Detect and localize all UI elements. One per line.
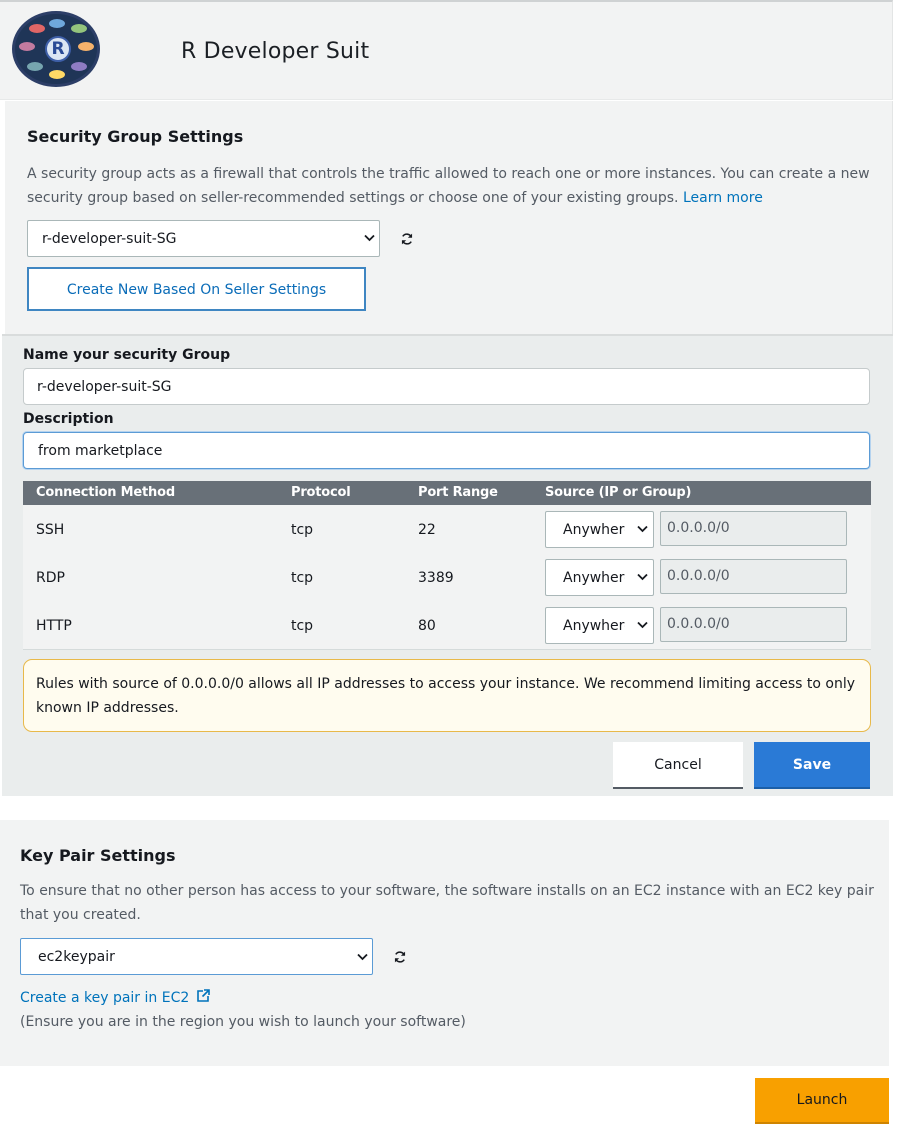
security-group-select[interactable] — [27, 220, 380, 257]
key-pair-panel — [0, 820, 889, 1066]
row-method: HTTP — [36, 618, 72, 634]
description-input[interactable] — [23, 432, 870, 469]
edit-security-group-panel — [2, 334, 893, 796]
create-new-security-group-button[interactable]: Create New Based On Seller Settings — [27, 267, 366, 311]
table-row — [23, 601, 871, 649]
launch-button[interactable]: Launch — [755, 1078, 889, 1124]
row-method: SSH — [36, 522, 65, 538]
source-select[interactable] — [545, 511, 654, 548]
security-group-description: A security group acts as a firewall that controls the traffic allowed to reach one or more instances. You can create a new security group based on seller-recommended settings or choose one of your existing groups. Learn more — [27, 166, 870, 206]
header-port-range: Port Range — [418, 485, 498, 500]
source-select[interactable] — [545, 607, 654, 644]
rules-table — [23, 505, 871, 650]
row-port: 3389 — [418, 570, 454, 586]
row-protocol: tcp — [291, 570, 314, 586]
app-logo: R — [12, 11, 100, 87]
security-group-panel — [5, 101, 893, 334]
app-title: R Developer Suit — [181, 39, 370, 64]
key-pair-title: Key Pair Settings — [20, 846, 176, 865]
key-pair-select[interactable] — [20, 938, 373, 975]
table-row — [23, 553, 871, 601]
row-port: 22 — [418, 522, 436, 538]
header-source: Source (IP or Group) — [545, 485, 692, 500]
create-key-pair-link[interactable]: Create a key pair in EC2 — [20, 989, 210, 1006]
source-ip-field: 0.0.0.0/0 — [660, 607, 847, 642]
group-name-input[interactable] — [23, 368, 870, 405]
external-link-icon — [196, 989, 210, 1003]
app-header — [0, 0, 893, 100]
source-select[interactable] — [545, 559, 654, 596]
row-method: RDP — [36, 570, 65, 586]
group-name-label: Name your security Group — [23, 347, 231, 363]
source-ip-field: 0.0.0.0/0 — [660, 559, 847, 594]
row-protocol: tcp — [291, 522, 314, 538]
save-button[interactable]: Save — [754, 742, 870, 789]
rules-table-header — [23, 481, 871, 505]
row-port: 80 — [418, 618, 436, 634]
header-protocol: Protocol — [291, 485, 351, 500]
refresh-icon[interactable] — [400, 232, 414, 246]
security-group-title: Security Group Settings — [27, 127, 244, 146]
region-note: (Ensure you are in the region you wish to launch your software) — [20, 1014, 466, 1030]
table-row — [23, 505, 871, 553]
row-protocol: tcp — [291, 618, 314, 634]
header-connection-method: Connection Method — [36, 485, 175, 500]
open-access-warning: Rules with source of 0.0.0.0/0 allows all IP addresses to access your instance. We recommend limiting access to only known IP addresses. — [23, 659, 871, 732]
source-ip-field: 0.0.0.0/0 — [660, 511, 847, 546]
learn-more-link[interactable]: Learn more — [682, 190, 763, 206]
description-label: Description — [23, 411, 114, 427]
refresh-icon[interactable] — [393, 950, 407, 964]
key-pair-description: To ensure that no other person has access to your software, the software installs on an EC2 instance with an EC2 key pair that you created. — [20, 883, 874, 923]
cancel-button[interactable]: Cancel — [613, 742, 743, 789]
